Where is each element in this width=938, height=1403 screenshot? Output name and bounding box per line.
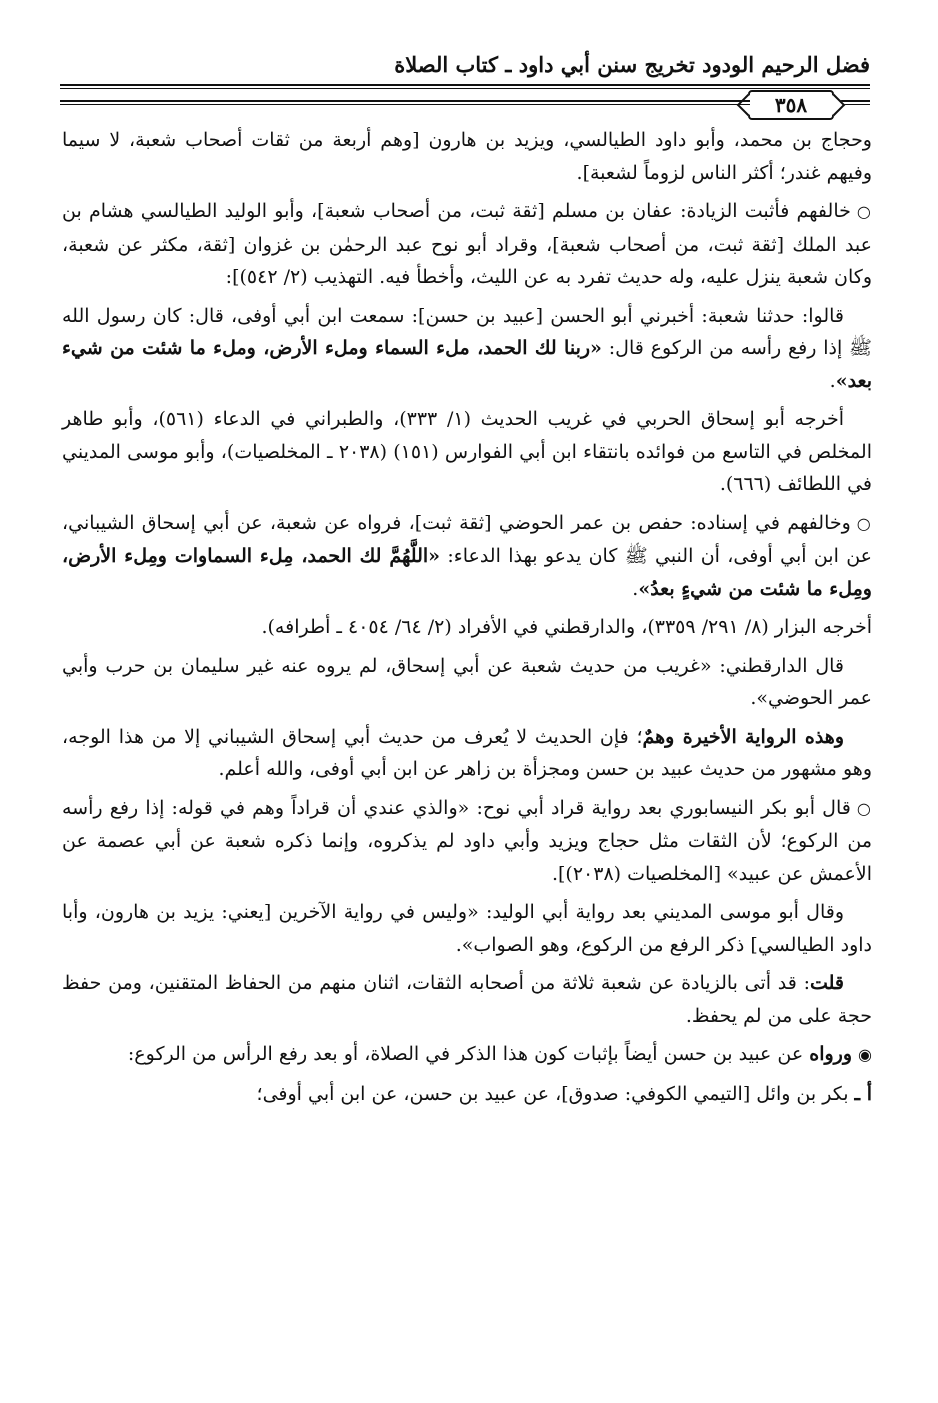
text-run: وخالفهم في إسناده: حفص بن عمر الحوضي [ثقة ثبت]، فرواه عن شعبة، عن أبي إسحاق الشيباني، عن ابن أبي أوفى، أن النبي ﷺ كان يدعو بهذا الدعاء:: [62, 511, 873, 567]
paragraph: [62, 195, 872, 294]
header-rule: [60, 84, 870, 89]
page-number-row: [60, 90, 870, 118]
emphasized-text: «اللَّهُمَّ لك الحمد، مِلء السماوات ومِلء الأرض، ومِلء ما شئت من شيءٍ بعدُ»: [62, 545, 872, 600]
paragraph: [62, 403, 872, 501]
bullet-marker: ○: [856, 513, 872, 533]
paragraph: [62, 300, 872, 398]
paragraph: [62, 792, 872, 891]
paragraph: [62, 1078, 872, 1111]
emphasized-text: أ ـ: [854, 1082, 872, 1105]
paragraph: [62, 124, 872, 189]
emphasized-text: ورواه: [809, 1043, 853, 1065]
page-body: [62, 124, 872, 1391]
text-run: وحجاج بن محمد، وأبو داود الطيالسي، ويزيد بن هارون [وهم أربعة من ثقات أصحاب شعبة، لا سيما وفيهم غندر؛ أكثر الناس لزوماً لشعبة].: [62, 129, 872, 184]
text-run: وقال أبو موسى المديني بعد رواية أبي الوليد: «وليس في رواية الآخرين [يعني: يزيد بن هارون، وأبا داود الطيالسي] ذكر الرفع من الركوع، وهو الصواب».: [62, 901, 872, 956]
paragraph: [62, 721, 872, 786]
text-run: قال أبو بكر النيسابوري بعد رواية قراد أبي نوح: «والذي عندي أن قراداً وهم في قوله: إذا رفع رأسه من الركوع؛ لأن الثقات مثل حجاج ويزيد وأبي داود لم يذكروه، وإنما ذكره شعبة عن أبي عصمة عن الأعمش عن عبيد» [المخلصيات (٢٠٣٨)].: [62, 796, 872, 885]
text-run: عن عبيد بن حسن أيضاً بإثبات كون هذا الذكر في الصلاة، أو بعد رفع الرأس من الركوع:: [127, 1043, 810, 1065]
text-run: خالفهم فأثبت الزيادة: عفان بن مسلم [ثقة ثبت، من أصحاب شعبة]، وأبو الوليد الطيالسي هشام بن عبد الملك [ثقة ثبت، من أصحاب شعبة]، وقراد أبو نوح عبد الرحمٰن بن غزوان [ثقة، مكثر عن شعبة، وكان شعبة ينزل عليه، وله حديث تفرد به عن الليث، وأخطأ فيه. التهذيب (٢/ ٥٤٢)]:: [62, 200, 872, 288]
text-run: أخرجه أبو إسحاق الحربي في غريب الحديث (١/ ٣٣٣)، والطبراني في الدعاء (٥٦١)، وأبو طاهر المخلص في التاسع من فوائده بانتقاء ابن أبي الفوارس (١٥١) (٢٠٣٨ ـ المخلصيات)، وأبو موسى المديني في اللطائف (٦٦٦).: [62, 408, 872, 495]
bullet-marker: ◉: [858, 1045, 872, 1064]
text-run: ؛ فإن الحديث لا يُعرف من حديث أبي إسحاق الشيباني إلا من هذا الوجه، وهو مشهور من حديث عبيد بن حسن ومجزأة بن زاهر عن ابن أبي أوفى، والله أعلم.: [62, 725, 872, 780]
ornament-line-left: [60, 100, 750, 105]
paragraph: [62, 611, 872, 644]
text-run: : قد أتى بالزيادة عن شعبة ثلاثة من أصحابه الثقات، اثنان منهم من الحفاظ المتقنين، ومن حفظ حجة على من لم يحفظ.: [62, 972, 872, 1027]
page-number: ٣٥٨: [748, 90, 834, 120]
text-run: قال الدارقطني: «غريب من حديث شعبة عن أبي إسحاق، لم يروه عنه غير سليمان بن حرب وأبي عمر الحوضي».: [62, 654, 872, 709]
text-run: .: [829, 369, 836, 392]
page-header: [60, 50, 870, 117]
emphasized-text: وهذه الرواية الأخيرة وهمٌ: [642, 725, 844, 748]
bullet-marker: ○: [856, 202, 872, 221]
paragraph: [62, 967, 872, 1032]
text-run: بكر بن وائل [التيمي الكوفي: صدوق]، عن عبيد بن حسن، عن ابن أبي أوفى؛: [256, 1082, 855, 1105]
paragraph: [62, 650, 872, 715]
bullet-marker: ○: [856, 798, 872, 818]
text-run: قالوا: حدثنا شعبة: أخبرني أبو الحسن [عبيد بن حسن]: سمعت ابن أبي أوفى، قال: كان رسول الله ﷺ إذا رفع رأسه من الركوع قال:: [62, 304, 872, 359]
paragraph: [62, 507, 872, 606]
paragraph: [62, 896, 872, 961]
paragraph: [62, 1038, 872, 1072]
running-title: فضل الرحيم الودود تخريج سنن أبي داود ـ كتاب الصلاة: [394, 52, 870, 77]
emphasized-text: «ربنا لك الحمد، ملء السماء وملء الأرض، وملء ما شئت من شيء بعد»: [62, 337, 872, 392]
emphasized-text: قلت: [809, 972, 844, 994]
text-run: .: [632, 577, 639, 600]
text-run: أخرجه البزار (٨/ ٢٩١/ ٣٣٥٩)، والدارقطني في الأفراد (٢/ ٦٤/ ٤٠٥٤ ـ أطرافه).: [261, 616, 872, 638]
